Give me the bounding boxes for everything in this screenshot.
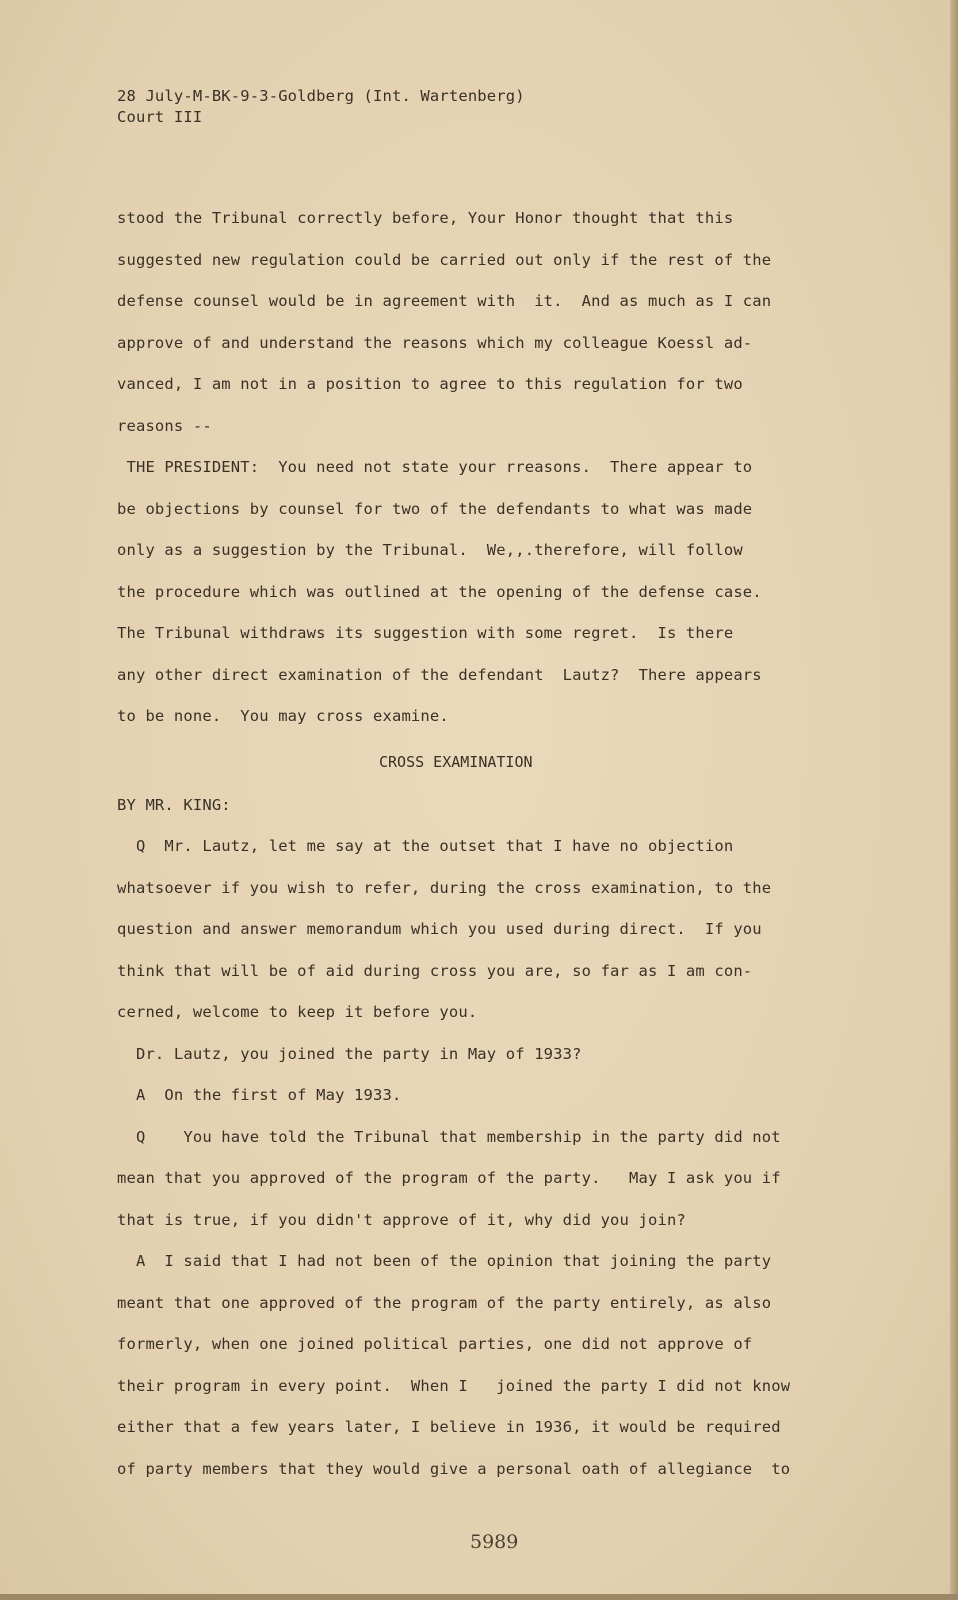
body-line: The Tribunal withdraws its suggestion with some regret. Is there	[117, 624, 734, 642]
body-line: suggested new regulation could be carried out only if the rest of the	[117, 251, 772, 269]
body-line: only as a suggestion by the Tribunal. We,,.therefore, will follow	[117, 541, 743, 559]
body-line: THE PRESIDENT: You need not state your rreasons. There appear to	[117, 458, 753, 476]
body-line: approve of and understand the reasons which my colleague Koessl ad-	[117, 334, 753, 352]
body-line: their program in every point. When I joined the party I did not know	[117, 1377, 791, 1395]
page-edge	[950, 0, 958, 1600]
body-line: be objections by counsel for two of the defendants to what was made	[117, 500, 753, 518]
body-line: Dr. Lautz, you joined the party in May of 1933?	[117, 1045, 582, 1063]
body-line: BY MR. KING:	[117, 796, 231, 814]
body-line: mean that you approved of the program of the party. May I ask you if	[117, 1169, 781, 1187]
header-line-1: 28 July-M-BK-9-3-Goldberg (Int. Wartenberg)	[117, 87, 525, 105]
body-line: A I said that I had not been of the opinion that joining the party	[117, 1252, 772, 1270]
page-number: 5989	[470, 1531, 519, 1553]
body-line: that is true, if you didn't approve of it, why did you join?	[117, 1211, 686, 1229]
body-line: question and answer memorandum which you used during direct. If you	[117, 920, 762, 938]
body-line: Q Mr. Lautz, let me say at the outset that I have no objection	[117, 837, 734, 855]
body-line: any other direct examination of the defendant Lautz? There appears	[117, 666, 762, 684]
body-line: either that a few years later, I believe in 1936, it would be required	[117, 1418, 781, 1436]
body-line: stood the Tribunal correctly before, Your Honor thought that this	[117, 209, 734, 227]
body-line: the procedure which was outlined at the opening of the defense case.	[117, 583, 762, 601]
body-line: think that will be of aid during cross you are, so far as I am con-	[117, 962, 753, 980]
header-line-2: Court III	[117, 108, 203, 126]
section-heading: CROSS EXAMINATION	[379, 753, 533, 771]
body-line: defense counsel would be in agreement with it. And as much as I can	[117, 292, 772, 310]
body-line: of party members that they would give a personal oath of allegiance to	[117, 1460, 791, 1478]
body-line: cerned, welcome to keep it before you.	[117, 1003, 478, 1021]
page-bottom-edge	[0, 1594, 958, 1600]
body-line: whatsoever if you wish to refer, during the cross examination, to the	[117, 879, 772, 897]
body-line: reasons --	[117, 417, 212, 435]
body-line: formerly, when one joined political parties, one did not approve of	[117, 1335, 753, 1353]
body-line: vanced, I am not in a position to agree to this regulation for two	[117, 375, 743, 393]
body-line: Q You have told the Tribunal that membership in the party did not	[117, 1128, 781, 1146]
body-line: A On the first of May 1933.	[117, 1086, 402, 1104]
body-line: to be none. You may cross examine.	[117, 707, 449, 725]
body-line: meant that one approved of the program of the party entirely, as also	[117, 1294, 772, 1312]
